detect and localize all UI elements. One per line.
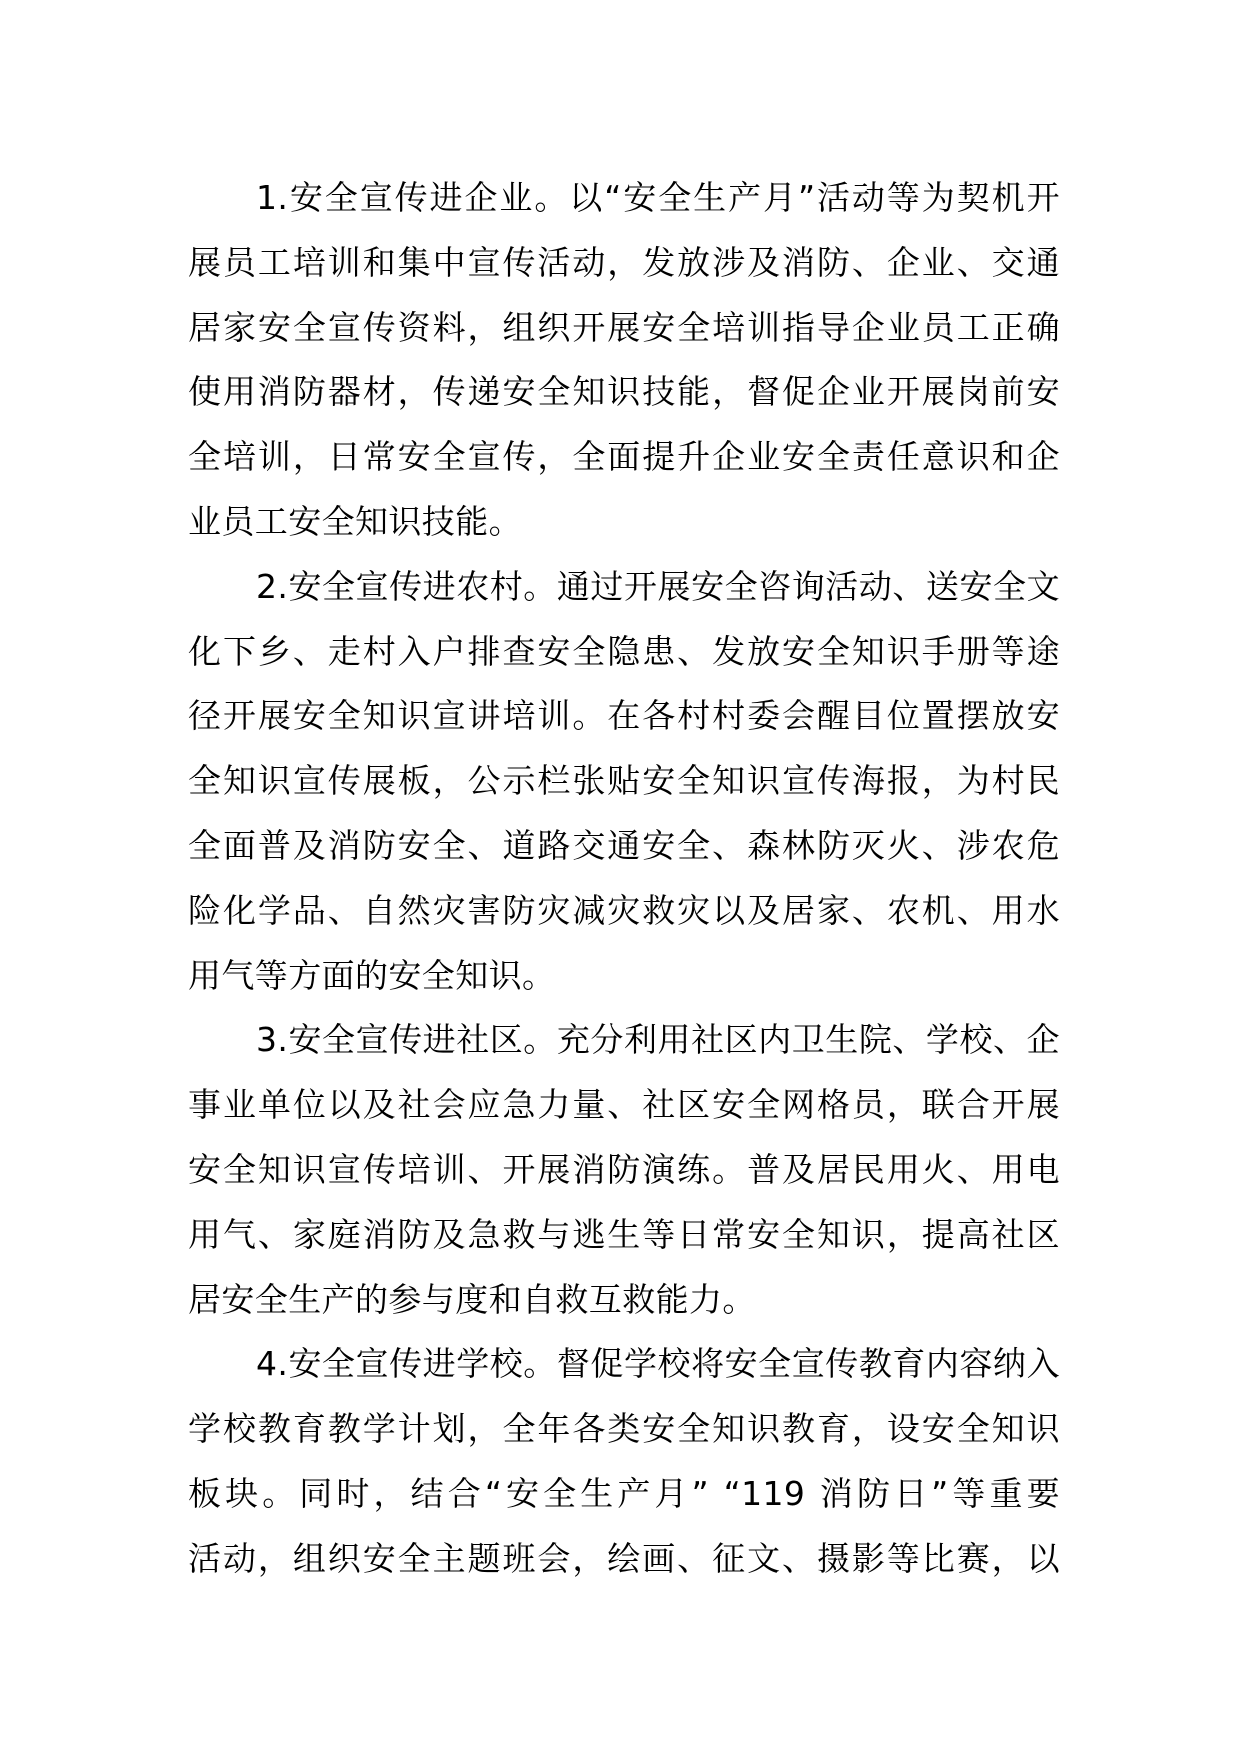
text-line: 3.安全宣传进社区。充分利用社区内卫生院、学校、企 [256, 1020, 1060, 1060]
text-line: 全面普及消防安全、道路交通安全、森林防灭火、涉农危 [188, 825, 1060, 865]
text-line: 展员工培训和集中宣传活动，发放涉及消防、企业、交通 [188, 242, 1060, 282]
paragraph-enterprise [188, 166, 1060, 555]
text-line: 居家安全宣传资料，组织开展安全培训指导企业员工正确 [188, 307, 1060, 347]
text-line: 安全知识宣传培训、开展消防演练。普及居民用火、用电 [188, 1149, 1060, 1189]
text-line: 业员工安全知识技能。 [188, 501, 522, 541]
paragraph-school [188, 1332, 1060, 1591]
text-line: 用气、家庭消防及急救与逃生等日常安全知识，提高社区 [188, 1214, 1060, 1254]
paragraph-community [188, 1008, 1060, 1332]
text-line: 全培训，日常安全宣传，全面提升企业安全责任意识和企 [188, 437, 1060, 477]
text-line: 1.安全宣传进企业。以“安全生产月”活动等为契机开 [256, 178, 1060, 217]
text-line: 全知识宣传展板，公示栏张贴安全知识宣传海报，为村民 [188, 761, 1060, 801]
text-line: 事业单位以及社会应急力量、社区安全网格员，联合开展 [188, 1085, 1060, 1125]
text-line: 学校教育教学计划，全年各类安全知识教育，设安全知识 [188, 1409, 1060, 1449]
document-body [188, 166, 1060, 1592]
text-line: 用气等方面的安全知识。 [188, 955, 556, 995]
text-line: 化下乡、走村入户排查安全隐患、发放安全知识手册等途 [188, 631, 1060, 671]
text-line: 险化学品、自然灾害防灾减灾救灾以及居家、农机、用水 [188, 890, 1060, 930]
text-line: 使用消防器材，传递安全知识技能，督促企业开展岗前安 [188, 372, 1060, 412]
text-line: 板块。同时，结合“安全生产月” “119 消防日”等重要 [188, 1473, 1060, 1513]
text-line: 4.安全宣传进学校。督促学校将安全宣传教育内容纳入 [256, 1344, 1060, 1384]
paragraph-countryside [188, 555, 1060, 1009]
text-line: 2.安全宣传进农村。通过开展安全咨询活动、送安全文 [256, 566, 1060, 606]
text-line: 径开展安全知识宣讲培训。在各村村委会醒目位置摆放安 [188, 696, 1060, 736]
text-line: 居安全生产的参与度和自救互救能力。 [188, 1279, 756, 1319]
text-line: 活动，组织安全主题班会，绘画、征文、摄影等比赛，以 [188, 1538, 1060, 1578]
